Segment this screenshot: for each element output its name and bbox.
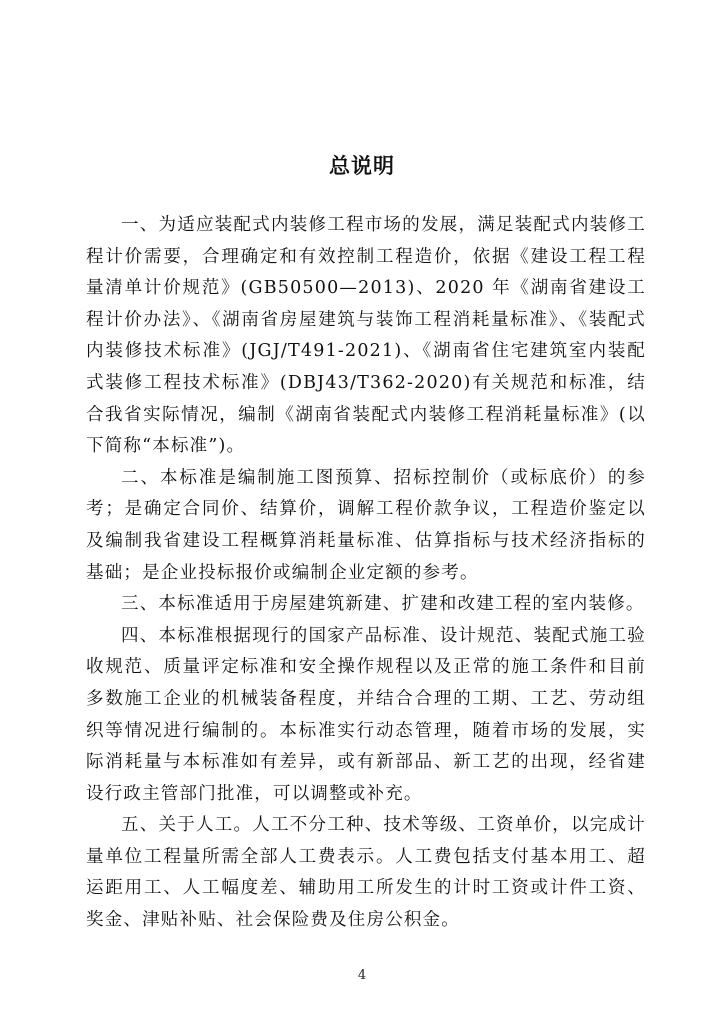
paragraph-5: 五、关于人工。人工不分工种、技术等级、工资单价，以完成计量单位工程量所需全部人工费表示。人工费包括支付基本用工、超运距用工、人工幅度差、辅助用工所发生的计时工资或计件工资、奖金、津贴补贴、社会保险费及住房公积金。	[86, 815, 646, 931]
paragraph-3: 三、本标准适用于房屋建筑新建、扩建和改建工程的室内装修。	[121, 594, 645, 615]
page-number: 4	[357, 968, 367, 983]
document-body	[86, 210, 646, 937]
paragraph-2: 二、本标准是编制施工图预算、招标控制价（或标底价）的参考；是确定合同价、结算价，调解工程价款争议，工程造价鉴定以及编制我省建设工程概算消耗量标准、估算指标与技术经济指标的基础；是企业投标报价或编制企业定额的参考。	[86, 467, 646, 583]
page-title: 总说明	[329, 154, 395, 178]
paragraph-1: 一、为适应装配式内装修工程市场的发展，满足装配式内装修工程计价需要，合理确定和有效控制工程造价，依据《建设工程工程量清单计价规范》(GB50500—2013)、2020 年《湖南省建设工程计价办法》、《湖南省房屋建筑与装饰工程消耗量标准》、《装配式内装修技术标准》(JGJ/T491-2021)、《湖南省住宅建筑室内装配式装修工程技术标准》(DBJ43/T362-2020)有关规范和标准，结合我省实际情况，编制《湖南省装配式内装修工程消耗量标准》(以下简称“本标准”)。	[86, 215, 646, 457]
paragraph-4: 四、本标准根据现行的国家产品标准、设计规范、装配式施工验收规范、质量评定标准和安全操作规程以及正常的施工条件和目前多数施工企业的机械装备程度，并结合合理的工期、工艺、劳动组织等情况进行编制的。本标准实行动态管理，随着市场的发展，实际消耗量与本标准如有差异，或有新部品、新工艺的出现，经省建设行政主管部门批准，可以调整或补充。	[86, 625, 646, 804]
